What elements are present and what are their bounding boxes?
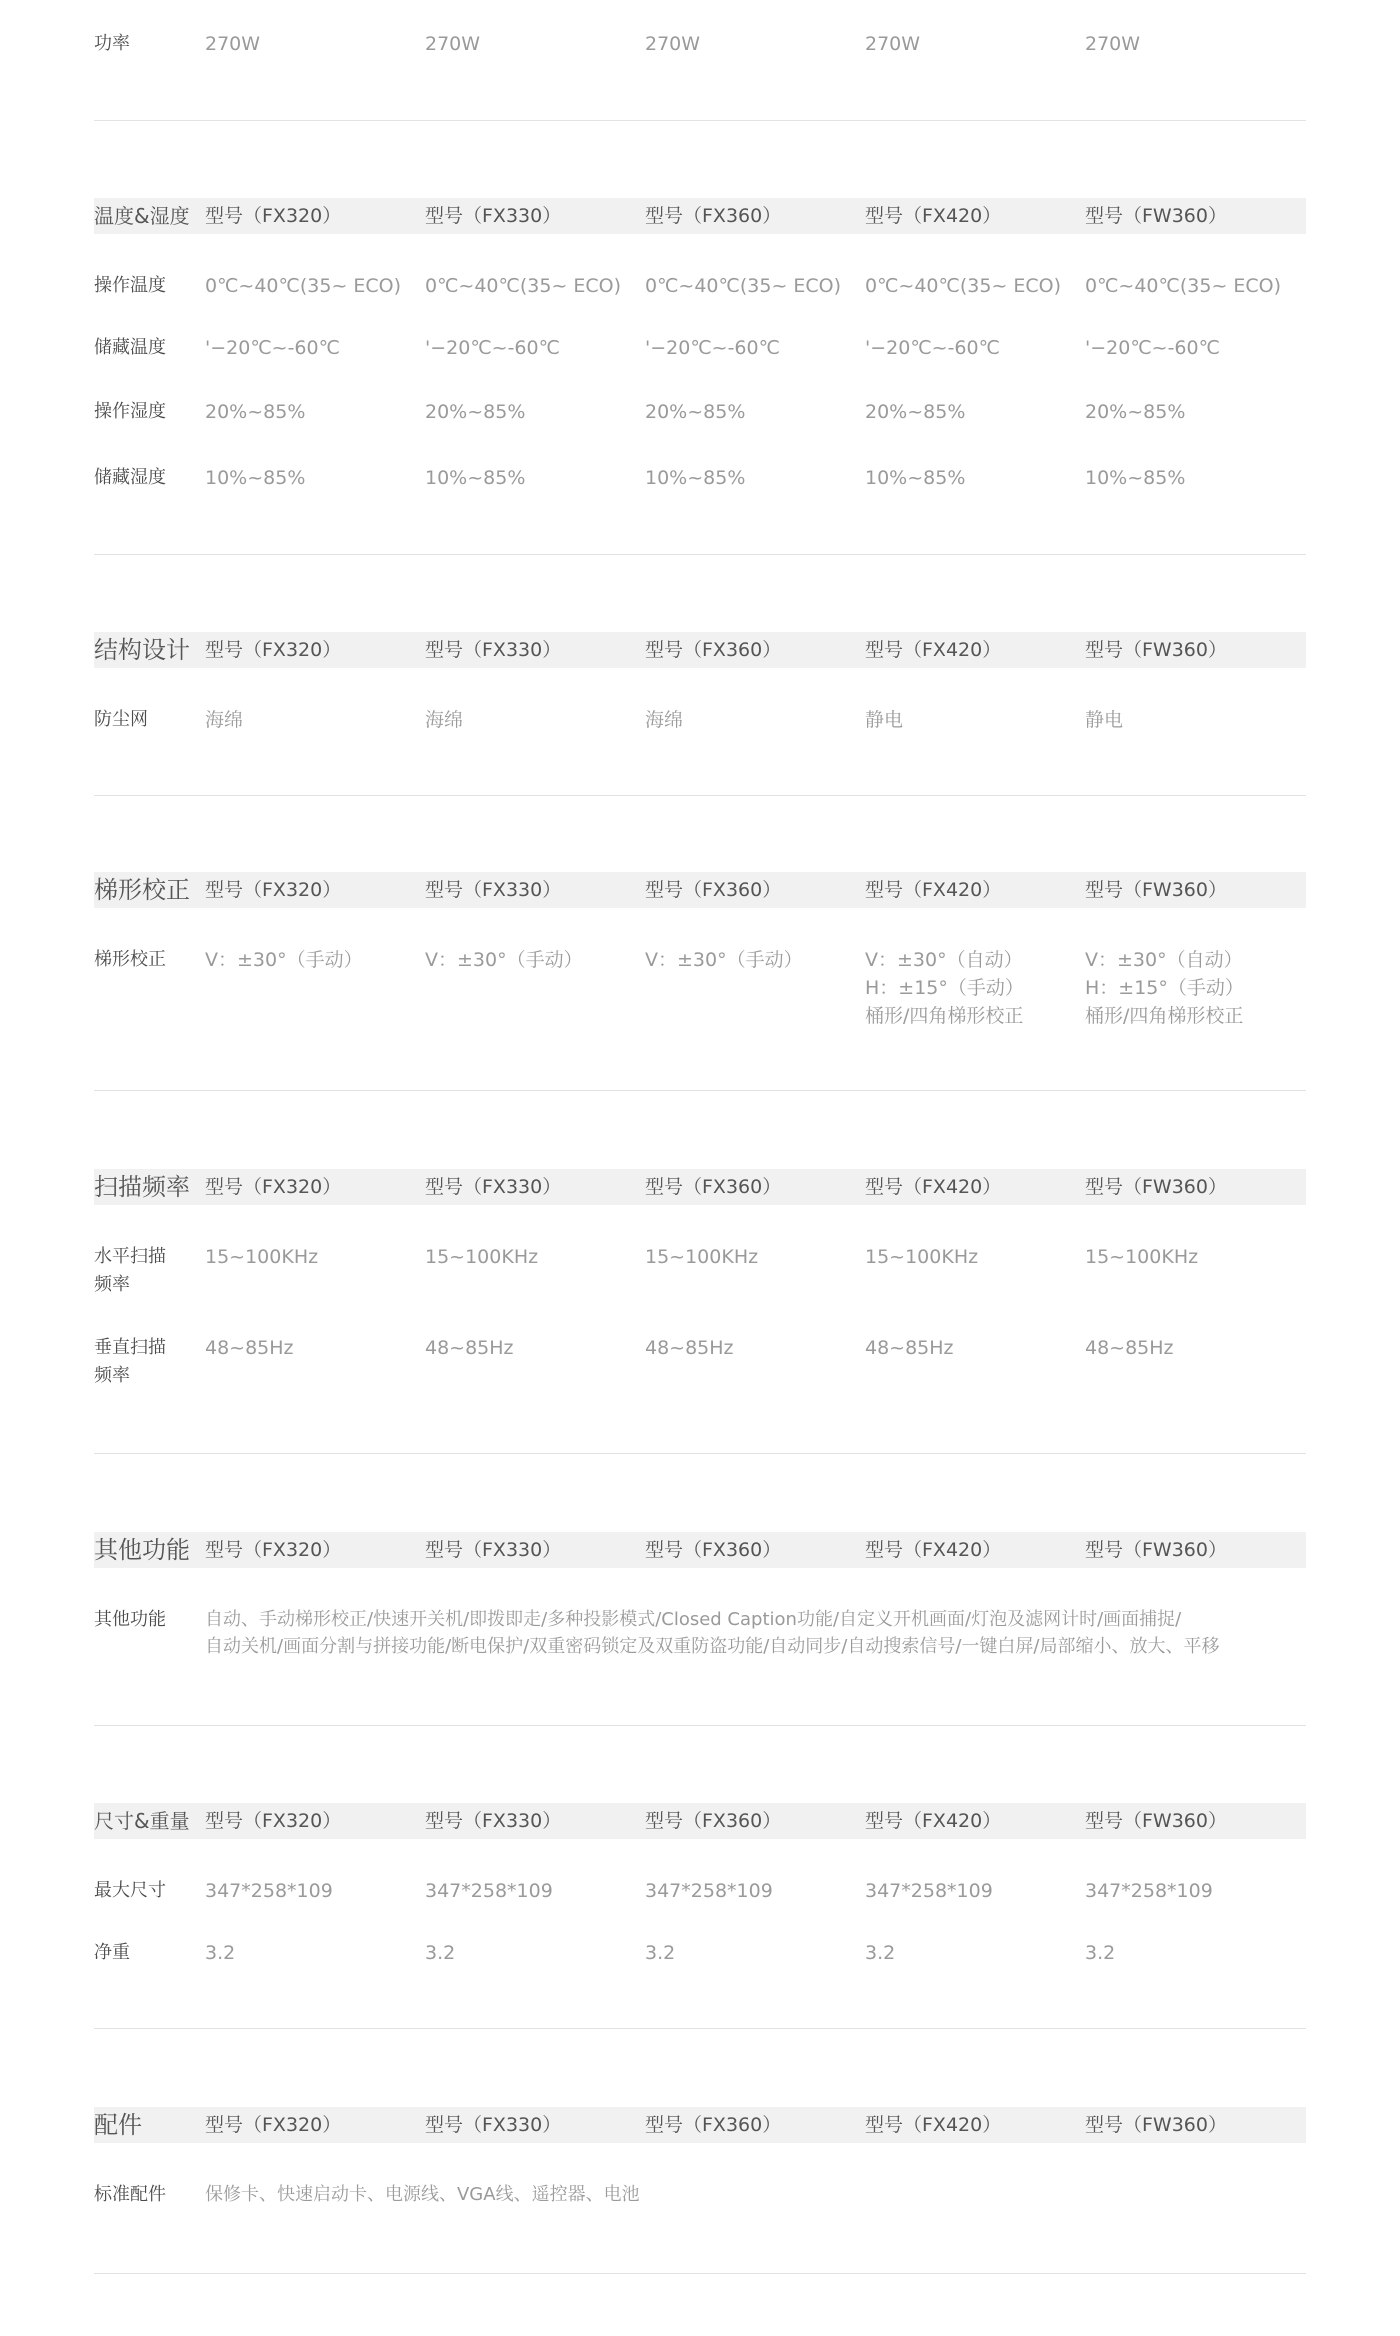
table-cell: 10%~85% xyxy=(645,467,746,489)
section-divider xyxy=(94,1090,1306,1091)
table-cell: 3.2 xyxy=(865,1942,896,1964)
section-title: 其他功能 xyxy=(94,1536,190,1564)
table-cell: 20%~85% xyxy=(205,401,306,423)
table-cell: 48~85Hz xyxy=(865,1337,954,1359)
table-cell: V：±30°（手动） xyxy=(205,949,363,971)
section-divider xyxy=(94,2273,1306,2274)
table-cell: 15~100KHz xyxy=(425,1246,539,1268)
power-value: 270W xyxy=(425,33,481,55)
table-cell: 10%~85% xyxy=(205,467,306,489)
section-divider xyxy=(94,2028,1306,2029)
model-header: 型号（FX320） xyxy=(205,2114,342,2136)
table-cell: 静电 xyxy=(865,709,904,731)
table-cell: 48~85Hz xyxy=(1085,1337,1174,1359)
section-title: 配件 xyxy=(94,2111,142,2139)
row-label: 标准配件 xyxy=(94,2184,166,2205)
model-header: 型号（FX360） xyxy=(645,1810,782,1832)
model-header: 型号（FX320） xyxy=(205,879,342,901)
other-functions-line1: 自动、手动梯形校正/快速开关机/即拨即走/多种投影模式/Closed Caption功能/自定义开机画面/灯泡及滤网计时/画面捕捉/ xyxy=(205,1609,1182,1630)
model-header: 型号（FX360） xyxy=(645,639,782,661)
table-cell: V：±30°（手动） xyxy=(425,949,583,971)
model-header: 型号（FX360） xyxy=(645,2114,782,2136)
table-cell: 0℃~40℃(35~ ECO) xyxy=(645,275,842,297)
table-cell: 48~85Hz xyxy=(425,1337,514,1359)
row-label: 水平扫描频率 xyxy=(94,1246,166,1295)
model-header: 型号（FX360） xyxy=(645,879,782,901)
table-cell: '−20℃~-60℃ xyxy=(205,337,340,359)
power-value: 270W xyxy=(645,33,701,55)
model-header: 型号（FX330） xyxy=(425,639,562,661)
section-title: 扫描频率 xyxy=(94,1173,190,1201)
row-label: 其他功能 xyxy=(94,1609,166,1630)
row-label: 净重 xyxy=(94,1942,130,1963)
model-header: 型号（FX420） xyxy=(865,879,1002,901)
section-title: 温度&湿度 xyxy=(94,204,190,228)
table-cell: V：±30°（自动） H：±15°（手动） 桶形/四角梯形校正 xyxy=(865,949,1024,1027)
table-cell: 海绵 xyxy=(645,709,684,731)
section-title: 尺寸&重量 xyxy=(94,1809,190,1833)
model-header: 型号（FX320） xyxy=(205,1176,342,1198)
table-cell: 0℃~40℃(35~ ECO) xyxy=(1085,275,1282,297)
table-cell: 15~100KHz xyxy=(205,1246,319,1268)
table-cell: 10%~85% xyxy=(425,467,526,489)
power-value: 270W xyxy=(865,33,921,55)
section-divider xyxy=(94,1725,1306,1726)
model-header: 型号（FW360） xyxy=(1085,1176,1227,1198)
table-cell: '−20℃~-60℃ xyxy=(645,337,780,359)
model-header: 型号（FX420） xyxy=(865,205,1002,227)
section-divider xyxy=(94,554,1306,555)
model-header: 型号（FX330） xyxy=(425,1810,562,1832)
model-header: 型号（FW360） xyxy=(1085,205,1227,227)
model-header: 型号（FX320） xyxy=(205,1539,342,1561)
table-cell: 海绵 xyxy=(205,709,244,731)
model-header: 型号（FX420） xyxy=(865,1810,1002,1832)
table-cell: 0℃~40℃(35~ ECO) xyxy=(205,275,402,297)
row-label: 操作湿度 xyxy=(94,401,166,422)
model-header: 型号（FX320） xyxy=(205,639,342,661)
table-cell: 48~85Hz xyxy=(205,1337,294,1359)
table-cell: 3.2 xyxy=(425,1942,456,1964)
table-cell: 3.2 xyxy=(645,1942,676,1964)
table-cell: 3.2 xyxy=(1085,1942,1116,1964)
table-cell: 48~85Hz xyxy=(645,1337,734,1359)
model-header: 型号（FX420） xyxy=(865,1176,1002,1198)
table-cell: 347*258*109 xyxy=(1085,1880,1213,1902)
model-header: 型号（FX330） xyxy=(425,1539,562,1561)
row-label: 防尘网 xyxy=(94,709,148,730)
model-header: 型号（FW360） xyxy=(1085,2114,1227,2136)
row-label: 垂直扫描频率 xyxy=(94,1337,166,1386)
table-cell: 15~100KHz xyxy=(645,1246,759,1268)
section-title: 结构设计 xyxy=(94,636,190,664)
row-label: 操作温度 xyxy=(94,275,166,296)
table-cell: '−20℃~-60℃ xyxy=(1085,337,1220,359)
other-functions-line2: 自动关机/画面分割与拼接功能/断电保护/双重密码锁定及双重防盗功能/自动同步/自动搜索信号/一键白屏/局部缩小、放大、平移 xyxy=(205,1636,1220,1657)
row-label: 最大尺寸 xyxy=(94,1880,166,1901)
section-divider xyxy=(94,120,1306,121)
section-divider xyxy=(94,1453,1306,1454)
table-cell: V：±30°（自动） H：±15°（手动） 桶形/四角梯形校正 xyxy=(1085,949,1244,1027)
model-header: 型号（FX330） xyxy=(425,1176,562,1198)
model-header: 型号（FX360） xyxy=(645,205,782,227)
table-cell: 20%~85% xyxy=(645,401,746,423)
power-value: 270W xyxy=(1085,33,1141,55)
table-cell: 10%~85% xyxy=(1085,467,1186,489)
accessories-text: 保修卡、快速启动卡、电源线、VGA线、遥控器、电池 xyxy=(205,2184,640,2205)
table-cell: 20%~85% xyxy=(1085,401,1186,423)
model-header: 型号（FX360） xyxy=(645,1539,782,1561)
model-header: 型号（FW360） xyxy=(1085,879,1227,901)
model-header: 型号（FX320） xyxy=(205,1810,342,1832)
section-title: 梯形校正 xyxy=(94,876,190,904)
model-header: 型号（FX330） xyxy=(425,2114,562,2136)
table-cell: '−20℃~-60℃ xyxy=(425,337,560,359)
model-header: 型号（FX360） xyxy=(645,1176,782,1198)
model-header: 型号（FW360） xyxy=(1085,1810,1227,1832)
table-cell: 347*258*109 xyxy=(425,1880,553,1902)
row-label: 梯形校正 xyxy=(94,949,166,970)
row-label: 储藏温度 xyxy=(94,337,166,358)
power-value: 270W xyxy=(205,33,261,55)
table-cell: 0℃~40℃(35~ ECO) xyxy=(865,275,1062,297)
table-cell: 0℃~40℃(35~ ECO) xyxy=(425,275,622,297)
model-header: 型号（FX330） xyxy=(425,879,562,901)
model-header: 型号（FX420） xyxy=(865,639,1002,661)
table-cell: 347*258*109 xyxy=(205,1880,333,1902)
section-divider xyxy=(94,795,1306,796)
model-header: 型号（FW360） xyxy=(1085,1539,1227,1561)
table-cell: 20%~85% xyxy=(865,401,966,423)
table-cell: 347*258*109 xyxy=(645,1880,773,1902)
power-label: 功率 xyxy=(94,33,130,54)
table-cell: 3.2 xyxy=(205,1942,236,1964)
table-cell: 10%~85% xyxy=(865,467,966,489)
model-header: 型号（FX420） xyxy=(865,2114,1002,2136)
table-cell: '−20℃~-60℃ xyxy=(865,337,1000,359)
table-cell: 15~100KHz xyxy=(1085,1246,1199,1268)
table-cell: 海绵 xyxy=(425,709,464,731)
model-header: 型号（FX320） xyxy=(205,205,342,227)
model-header: 型号（FX420） xyxy=(865,1539,1002,1561)
row-label: 储藏湿度 xyxy=(94,467,166,488)
model-header: 型号（FW360） xyxy=(1085,639,1227,661)
table-cell: 347*258*109 xyxy=(865,1880,993,1902)
model-header: 型号（FX330） xyxy=(425,205,562,227)
table-cell: 20%~85% xyxy=(425,401,526,423)
table-cell: 15~100KHz xyxy=(865,1246,979,1268)
table-cell: 静电 xyxy=(1085,709,1124,731)
table-cell: V：±30°（手动） xyxy=(645,949,803,971)
